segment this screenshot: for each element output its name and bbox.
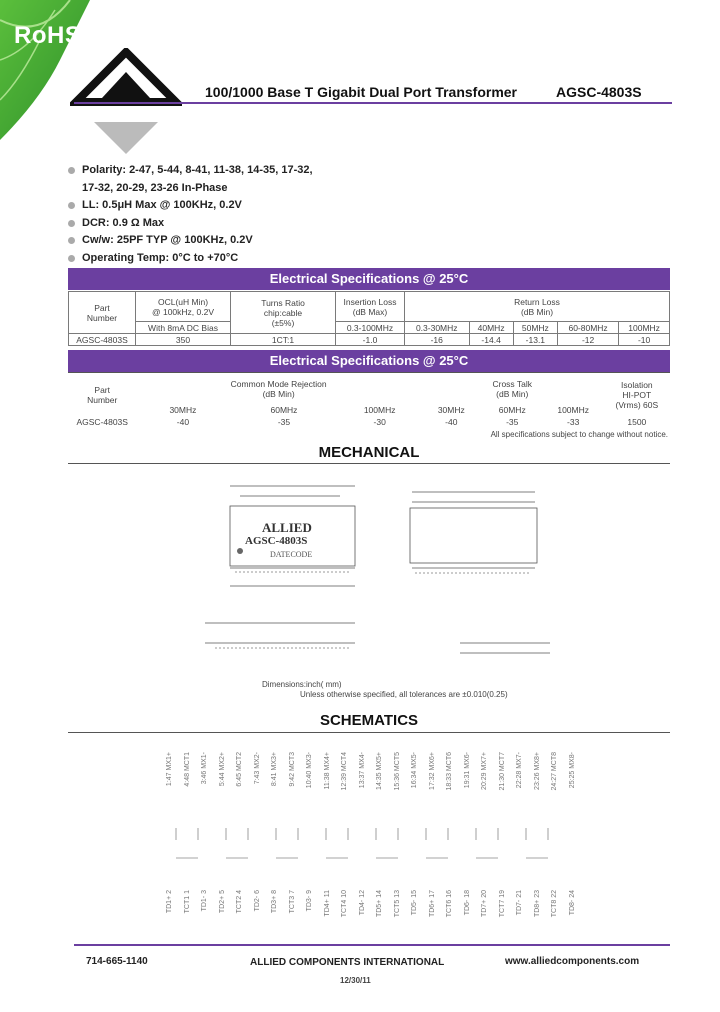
- col-part-number: Part Number: [87, 385, 118, 405]
- schematic-pin-label: 25:25 MX8-: [568, 752, 576, 789]
- spec-table-1-title: Electrical Specifications @ 25°C: [68, 268, 670, 290]
- schematic-pin-label: TD8- 24: [568, 890, 576, 916]
- chip-part: AGSC-4803S: [245, 535, 308, 547]
- col-il-sub: 0.3-100MHz: [336, 322, 405, 334]
- col-ct-sub: 30MHz: [437, 405, 465, 415]
- schematic-pin-label: 3:46 MX1-: [201, 752, 208, 785]
- schematic-pin-label: 24:27 MCT8: [551, 752, 558, 791]
- schematic-pin-label: TD6- 18: [463, 890, 471, 916]
- feature-item: DCR: 0.9 Ω Max: [68, 215, 368, 233]
- schematic-pin-label: 17:32 MX6+: [428, 752, 436, 790]
- bullet-icon: [68, 220, 75, 227]
- col-ct-sub: 60MHz: [498, 405, 526, 415]
- col-ocl-sub: With 8mA DC Bias: [136, 322, 231, 334]
- cell-ct: -35: [506, 417, 519, 427]
- cell-cmr: -30: [373, 417, 386, 427]
- schematic-pin-label: TCT5 13: [393, 890, 401, 918]
- col-cross-talk: Cross Talk (dB Min): [492, 379, 532, 399]
- feature-item: 17-32, 20-29, 23-26 In-Phase: [82, 181, 228, 194]
- schematic-pin-label: 7:43 MX2-: [253, 752, 261, 785]
- schematic-pin-label: 13:37 MX4-: [358, 752, 366, 789]
- schematic-pin-label: TD1- 3: [201, 890, 208, 912]
- schematic-pin-label: TCT2 4: [236, 890, 243, 914]
- col-insertion-loss: Insertion Loss (dB Max): [336, 292, 405, 322]
- allied-logo-icon: [70, 48, 182, 160]
- schematic-pin-label: 21:30 MCT7: [498, 752, 506, 791]
- schematic-pin-label: 22:28 MX7-: [516, 752, 523, 789]
- schematic-pin-label: TD8+ 23: [533, 890, 541, 918]
- col-isolation: Isolation HI-POT (Vrms) 60S: [615, 380, 659, 410]
- schematic-pin-label: 9:42 MCT3: [288, 752, 296, 787]
- bullet-icon: [68, 167, 75, 174]
- footer-company: ALLIED COMPONENTS INTERNATIONAL: [250, 957, 445, 968]
- bullet-icon: [68, 202, 75, 209]
- cell-ct: -40: [445, 417, 458, 427]
- col-rl-sub: 50MHz: [513, 322, 557, 334]
- tolerance-note: Unless otherwise specified, all tolerances are ±0.010(0.25): [300, 690, 508, 699]
- schematics-divider: [68, 732, 670, 733]
- dimension-note: Dimensions:inch( mm): [262, 680, 342, 689]
- part-number-title: AGSC-4803S: [556, 84, 642, 100]
- schematic-pin-label: 8:41 MX3+: [271, 752, 278, 787]
- document-title: 100/1000 Base T Gigabit Dual Port Transformer: [205, 84, 518, 100]
- cell-turns: 1CT:1: [231, 334, 336, 346]
- schematic-pin-label: 19:31 MX6-: [463, 752, 471, 789]
- mechanical-divider: [68, 463, 670, 464]
- cell-rl: -12: [557, 334, 618, 346]
- schematic-pin-label: TD2+ 5: [218, 890, 226, 914]
- table-divider: [68, 372, 670, 373]
- footer-website[interactable]: www.alliedcomponents.com: [505, 956, 640, 967]
- mechanical-drawing: [190, 478, 580, 678]
- mechanical-title: MECHANICAL: [318, 444, 420, 461]
- schematic-top-labels: [166, 752, 586, 802]
- cell-rl: -10: [619, 334, 670, 346]
- col-rl-sub: 0.3-30MHz: [405, 322, 470, 334]
- schematic-drawing: [166, 818, 586, 878]
- schematic-pin-label: 15:36 MCT5: [393, 752, 401, 791]
- spec-table-2: [68, 374, 670, 428]
- schematic-pin-label: 16:34 MX5-: [411, 752, 418, 789]
- col-rl-sub: 100MHz: [619, 322, 670, 334]
- col-cmr-sub: 60MHz: [270, 405, 298, 415]
- table-row: [69, 334, 670, 346]
- col-cmr: Common Mode Rejection (dB Min): [230, 379, 327, 399]
- col-part-number: Part Number: [69, 292, 136, 334]
- col-cmr-sub: 100MHz: [363, 405, 396, 415]
- cell-il: -1.0: [336, 334, 405, 346]
- schematic-pin-label: 6:45 MCT2: [236, 752, 243, 787]
- schematic-pin-label: TD1+ 2: [166, 890, 173, 914]
- spec-table-2-title: Electrical Specifications @ 25°C: [68, 350, 670, 372]
- schematic-pin-label: TCT8 22: [551, 890, 558, 918]
- chip-brand: ALLIED: [262, 520, 312, 535]
- schematic-pin-label: TD2- 6: [253, 890, 261, 912]
- schematic-pin-label: 1:47 MX1+: [166, 752, 173, 787]
- feature-item: LL: 0.5μH Max @ 100KHz, 0.2V: [68, 197, 368, 215]
- schematic-pin-label: TCT4 10: [341, 890, 348, 918]
- cell-part: AGSC-4803S: [69, 334, 136, 346]
- schematic-pin-label: TD3- 9: [306, 890, 313, 912]
- schematic-pin-label: TCT1 1: [183, 890, 191, 914]
- col-rl-sub: 60-80MHz: [557, 322, 618, 334]
- col-rl-sub: 40MHz: [469, 322, 513, 334]
- schematic-pin-label: 20:29 MX7+: [481, 752, 488, 790]
- feature-list: [68, 162, 368, 267]
- schematic-pin-label: TD7- 21: [516, 890, 523, 916]
- schematic-pin-label: TD5- 15: [411, 890, 418, 916]
- schematic-pin-label: 23:26 MX8+: [533, 752, 541, 790]
- bullet-icon: [68, 237, 75, 244]
- col-cmr-sub: 30MHz: [169, 405, 197, 415]
- cell-iso: 1500: [627, 417, 647, 427]
- schematic-pin-label: TD4+ 11: [323, 890, 331, 917]
- schematic-bottom-labels: [166, 890, 586, 940]
- col-ocl: OCL(uH Min) @ 100kHz, 0.2V: [136, 292, 231, 322]
- col-ct-sub: 100MHz: [557, 405, 589, 415]
- cell-ocl: 350: [136, 334, 231, 346]
- header-divider: [74, 102, 672, 104]
- cell-rl: -14.4: [469, 334, 513, 346]
- footer-phone: 714-665-1140: [86, 956, 148, 967]
- col-turns-ratio: Turns Ratio chip:cable (±5%): [231, 292, 336, 334]
- schematics-title: SCHEMATICS: [319, 712, 419, 729]
- schematic-pin-label: TCT6 16: [446, 890, 453, 918]
- feature-item: Polarity: 2-47, 5-44, 8-41, 11-38, 14-35, 17-32,: [68, 162, 368, 180]
- table-row: [68, 416, 670, 428]
- cell-rl: -13.1: [513, 334, 557, 346]
- feature-item: Operating Temp: 0°C to +70°C: [68, 250, 368, 268]
- schematic-pin-label: TD7+ 20: [481, 890, 488, 918]
- schematic-pin-label: 4:48 MCT1: [183, 752, 191, 787]
- cell-part: AGSC-4803S: [76, 417, 128, 427]
- bullet-icon: [68, 255, 75, 262]
- spec-note: All specifications subject to change without notice.: [490, 430, 668, 439]
- schematic-pin-label: 12:39 MCT4: [341, 752, 348, 791]
- schematic-pin-label: 14:35 MX5+: [376, 752, 383, 790]
- schematic-pin-label: TD5+ 14: [376, 890, 383, 918]
- cell-cmr: -35: [277, 417, 291, 427]
- schematic-pin-label: 10:40 MX3-: [306, 752, 313, 789]
- schematic-pin-label: 11:38 MX4+: [323, 752, 331, 790]
- chip-datecode: DATECODE: [270, 550, 313, 559]
- schematic-pin-label: TD6+ 17: [428, 890, 436, 918]
- schematic-pin-label: TCT7 19: [498, 890, 506, 918]
- cell-rl: -16: [405, 334, 470, 346]
- schematic-pin-label: 5:44 MX2+: [218, 752, 226, 787]
- feature-item: Cw/w: 25PF TYP @ 100KHz, 0.2V: [68, 232, 368, 250]
- schematic-pin-label: 18:33 MCT6: [446, 752, 453, 791]
- schematic-pin-label: TCT3 7: [288, 890, 296, 914]
- cell-ct: -33: [567, 417, 580, 427]
- cell-cmr: -40: [176, 417, 190, 427]
- rohs-badge: RoHS: [14, 22, 82, 49]
- col-return-loss: Return Loss (dB Min): [405, 292, 670, 322]
- footer-date: 12/30/11: [340, 976, 371, 985]
- footer-divider: [74, 944, 670, 946]
- spec-table-1: [68, 291, 670, 346]
- schematic-pin-label: TD3+ 8: [271, 890, 278, 914]
- schematic-pin-label: TD4- 12: [358, 890, 366, 916]
